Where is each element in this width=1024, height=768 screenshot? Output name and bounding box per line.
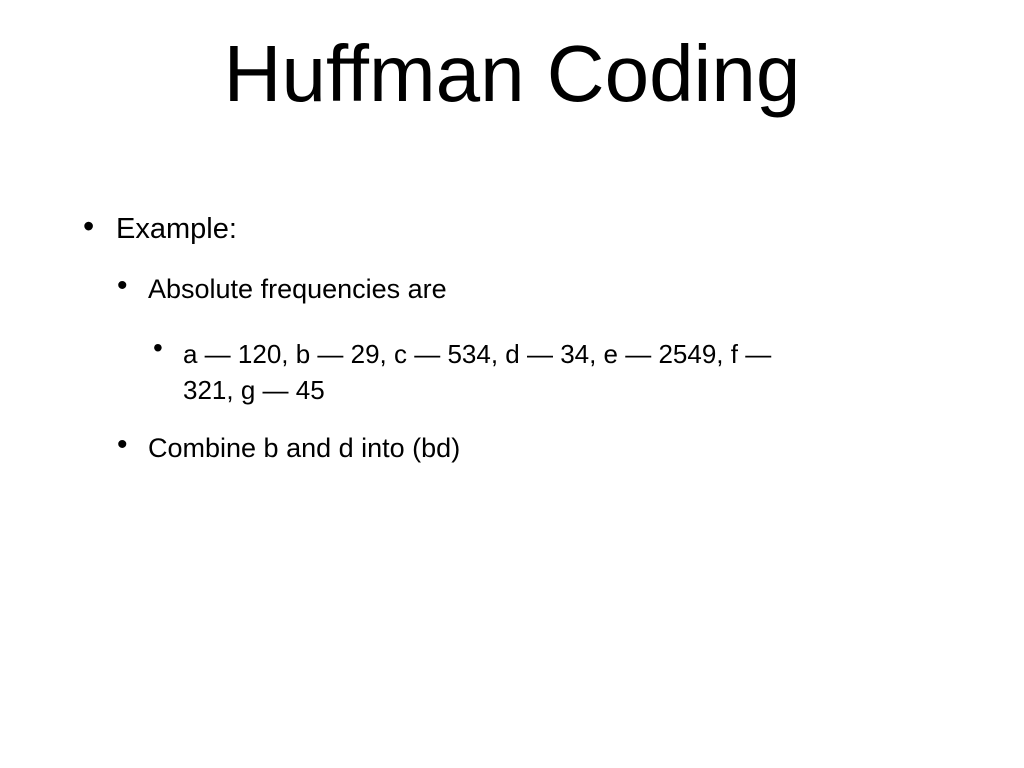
bullet-text: Example: <box>116 213 237 245</box>
frequency-line-2: 321, g — 45 <box>183 375 325 405</box>
bullet-icon: • <box>117 428 128 461</box>
bullet-text <box>183 336 913 408</box>
bullet-text: Combine b and d into (bd) <box>148 433 461 463</box>
bullet-icon: • <box>117 269 128 302</box>
bullet-icon: • <box>153 332 163 363</box>
slide-title: Huffman Coding <box>223 29 801 118</box>
frequency-line-1: a — 120, b — 29, c — 534, d — 34, e — 2549, f — <box>183 339 772 369</box>
bullet-icon: • <box>83 208 95 244</box>
bullet-text: Absolute frequencies are <box>148 274 447 304</box>
